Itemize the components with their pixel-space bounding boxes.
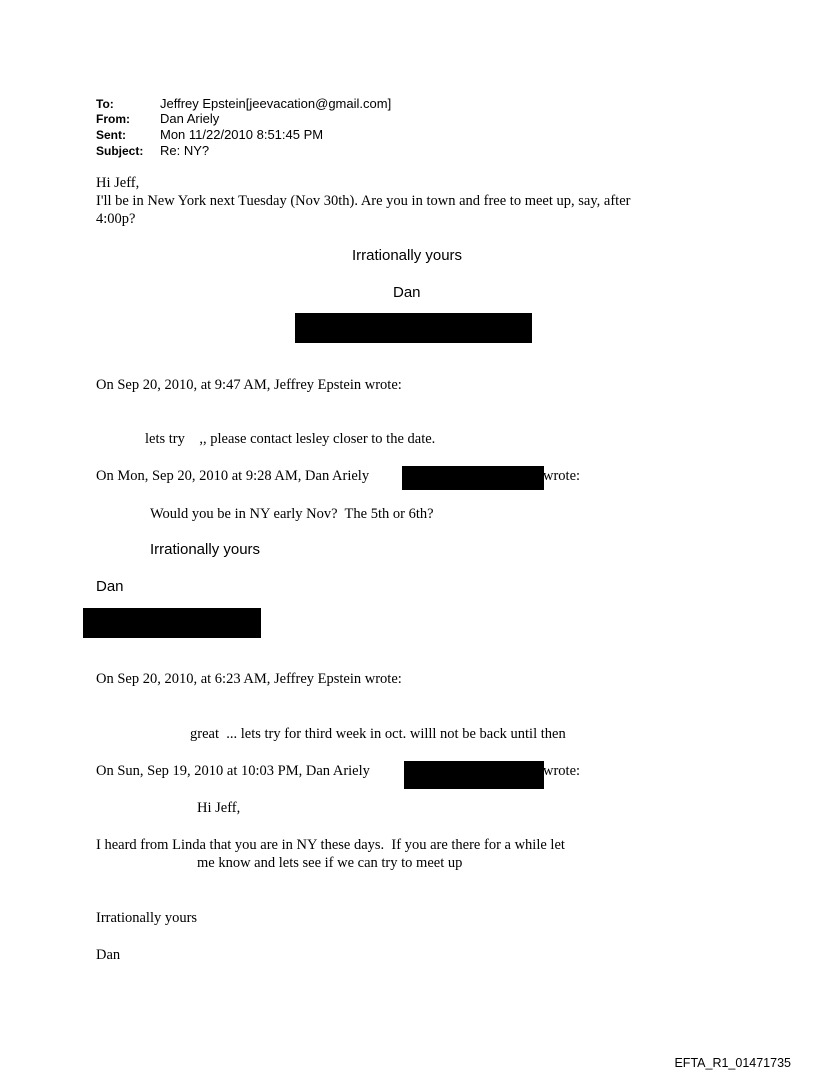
message-line: I'll be in New York next Tuesday (Nov 30th). Are you in town and free to meet up, say, after <box>96 193 631 209</box>
redaction-block <box>83 608 261 638</box>
greeting: Hi Jeff, <box>197 800 241 816</box>
signoff: Irrationally yours <box>96 910 198 926</box>
sent-label: Sent: <box>96 128 126 142</box>
quote-attribution: On Mon, Sep 20, 2010 at 9:28 AM, Dan Ariely <box>96 468 370 484</box>
quote-attribution: On Sep 20, 2010, at 6:23 AM, Jeffrey Epstein wrote: <box>96 671 402 687</box>
to-value: Jeffrey Epstein[jeevacation@gmail.com] <box>160 96 392 111</box>
redaction-block <box>402 466 544 490</box>
from-value: Dan Ariely <box>160 111 220 126</box>
redaction-block <box>404 761 544 789</box>
signoff: Irrationally yours <box>150 541 261 558</box>
message-line: I heard from Linda that you are in NY these days. If you are there for a while let <box>96 837 565 853</box>
signoff: Irrationally yours <box>352 247 463 264</box>
message-line: 4:00p? <box>96 211 136 227</box>
quote-attribution: On Sep 20, 2010, at 9:47 AM, Jeffrey Epstein wrote: <box>96 377 402 393</box>
quote-body: great ... lets try for third week in oct. willl not be back until then <box>190 726 566 742</box>
redaction-block <box>295 313 532 343</box>
document-id: EFTA_R1_01471735 <box>674 1056 791 1070</box>
quote-body: Would you be in NY early Nov? The 5th or 6th? <box>150 506 434 522</box>
quote-body: lets try ,, please contact lesley closer to the date. <box>145 431 436 447</box>
signature-name: Dan <box>393 284 421 301</box>
greeting: Hi Jeff, <box>96 175 140 191</box>
quote-attribution-end: wrote: <box>543 763 581 779</box>
quote-attribution-end: wrote: <box>543 468 581 484</box>
subject-label: Subject: <box>96 144 144 158</box>
message-line: me know and lets see if we can try to meet up <box>197 855 463 871</box>
from-label: From: <box>96 112 130 126</box>
to-label: To: <box>96 97 114 111</box>
signature-name: Dan <box>96 578 124 595</box>
signature-name: Dan <box>96 947 121 963</box>
sent-value: Mon 11/22/2010 8:51:45 PM <box>160 127 324 142</box>
quote-attribution: On Sun, Sep 19, 2010 at 10:03 PM, Dan Ariely <box>96 763 370 779</box>
subject-value: Re: NY? <box>160 143 210 158</box>
